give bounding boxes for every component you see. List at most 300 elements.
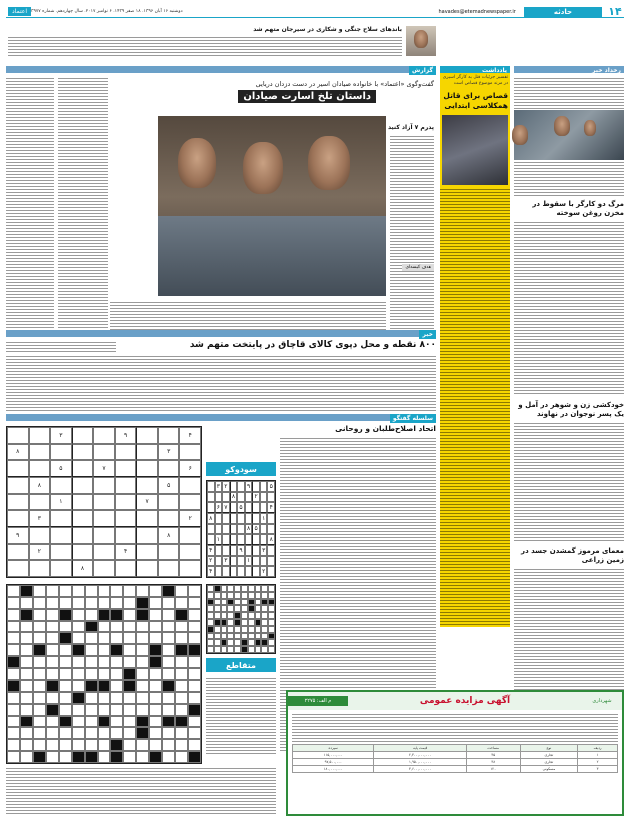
crossword-cell xyxy=(248,585,255,592)
crossword-cell xyxy=(123,632,136,644)
crossword-cell xyxy=(175,751,188,763)
crossword-cell xyxy=(149,727,162,739)
crossword-cell xyxy=(20,621,33,633)
sudoku-cell xyxy=(230,566,238,577)
crossword-cell xyxy=(123,680,136,692)
crossword-cell xyxy=(7,668,20,680)
crossword-cell xyxy=(188,668,201,680)
crossword-cell xyxy=(7,585,20,597)
crossword-cell xyxy=(72,716,85,728)
crossword-cell xyxy=(207,639,214,646)
crossword-cell xyxy=(46,632,59,644)
crossword-cell xyxy=(59,704,72,716)
sudoku-cell: ۸ xyxy=(29,477,51,494)
crossword-cell xyxy=(227,605,234,612)
crossword-cell xyxy=(248,646,255,653)
sudoku-cell xyxy=(230,545,238,556)
sudoku-cell xyxy=(267,545,275,556)
crossword-cell xyxy=(136,739,149,751)
sudoku-cell xyxy=(237,524,245,535)
crossword-cell xyxy=(149,597,162,609)
sudoku-cell: ۸ xyxy=(207,513,215,524)
sudoku-cell xyxy=(222,534,230,545)
sudoku-cell xyxy=(7,460,29,477)
sudoku-cell xyxy=(207,502,215,513)
crossword-cell xyxy=(255,592,262,599)
crossword-cell xyxy=(162,668,175,680)
sudoku-cell: ۶ xyxy=(179,460,201,477)
crossword-cell xyxy=(46,727,59,739)
sudoku-title: سودوکو xyxy=(225,464,257,474)
crossword-cell xyxy=(227,612,234,619)
crossword-cell xyxy=(188,692,201,704)
sudoku-cell xyxy=(245,492,253,503)
crossword-cell xyxy=(20,668,33,680)
crossword-cell xyxy=(85,668,98,680)
sudoku-cell xyxy=(93,427,115,444)
advert-cell: ۱,۹۵۰,۰۰۰,۰۰۰ xyxy=(374,759,466,766)
crossword-cell xyxy=(207,612,214,619)
crossword-clues xyxy=(206,676,276,756)
crossword-cell xyxy=(72,680,85,692)
crossword-cell xyxy=(33,751,46,763)
crossword-cell xyxy=(149,644,162,656)
crossword-cell xyxy=(7,751,20,763)
crossword-cell xyxy=(241,585,248,592)
crossword-cell xyxy=(162,751,175,763)
sudoku-cell xyxy=(260,534,268,545)
advert-cell: ۱ xyxy=(578,752,618,759)
crossword-cell xyxy=(188,680,201,692)
crossword-cell xyxy=(110,597,123,609)
crossword-cell xyxy=(227,626,234,633)
advert-text xyxy=(292,712,618,742)
crossword-cell xyxy=(123,716,136,728)
sudoku-cell xyxy=(115,477,137,494)
sudoku-cell xyxy=(260,492,268,503)
crossword-cell xyxy=(227,619,234,626)
crossword-cell xyxy=(59,597,72,609)
crossword-cell xyxy=(234,605,241,612)
advert-cell: ۹۷,۵۰۰,۰۰۰ xyxy=(293,759,374,766)
crossword-cell xyxy=(221,592,228,599)
crossword-clues-bottom xyxy=(6,766,276,814)
sudoku-cell xyxy=(260,502,268,513)
crossword-cell xyxy=(85,632,98,644)
crossword-cell xyxy=(85,716,98,728)
crossword-cell xyxy=(214,619,221,626)
crossword-cell xyxy=(98,609,111,621)
crossword-cell xyxy=(221,605,228,612)
sudoku-cell xyxy=(72,427,94,444)
sudoku-cell: ۸ xyxy=(7,444,29,461)
sudoku-cell xyxy=(136,510,158,527)
sudoku-cell xyxy=(179,527,201,544)
crossword-cell xyxy=(7,621,20,633)
sudoku-cell xyxy=(29,560,51,577)
crossword-cell xyxy=(33,739,46,751)
crossword-cell xyxy=(136,668,149,680)
crossword-cell xyxy=(162,716,175,728)
sudoku-cell xyxy=(222,566,230,577)
crossword-cell xyxy=(136,585,149,597)
report-tag: گزارش xyxy=(409,66,436,75)
crossword-cell xyxy=(214,646,221,653)
crossword-cell xyxy=(110,609,123,621)
crossword-cell xyxy=(207,633,214,640)
crossword-cell xyxy=(175,585,188,597)
crossword-cell xyxy=(188,609,201,621)
crossword-cell xyxy=(207,599,214,606)
sudoku-cell: ۲ xyxy=(179,510,201,527)
crossword-cell xyxy=(261,605,268,612)
advert-table xyxy=(292,744,618,773)
crossword-cell xyxy=(98,739,111,751)
feature-right-text xyxy=(390,134,434,329)
crossword-cell xyxy=(162,739,175,751)
crossword-cell xyxy=(214,626,221,633)
crossword-cell xyxy=(59,739,72,751)
crossword-cell xyxy=(234,619,241,626)
crossword-cell xyxy=(149,692,162,704)
news-column xyxy=(514,66,624,756)
sudoku-cell: ۳ xyxy=(260,545,268,556)
crossword-cell xyxy=(72,621,85,633)
crossword-cell xyxy=(175,727,188,739)
crossword-cell xyxy=(268,612,275,619)
crossword-cell xyxy=(188,621,201,633)
yellow-headline: قصاص برای قاتل همکلاسی ابتدایی xyxy=(443,91,508,110)
crossword-cell xyxy=(188,716,201,728)
crossword-cell xyxy=(33,585,46,597)
sudoku-cell xyxy=(215,492,223,503)
crossword-cell xyxy=(175,680,188,692)
crossword-cell xyxy=(149,621,162,633)
sudoku-cell xyxy=(115,444,137,461)
crossword-cell xyxy=(234,646,241,653)
masthead xyxy=(6,6,624,18)
crossword-cell xyxy=(7,680,20,692)
crossword-cell xyxy=(234,633,241,640)
crossword-cell xyxy=(85,609,98,621)
sudoku-cell xyxy=(50,560,72,577)
crossword-cell xyxy=(214,612,221,619)
crossword-cell xyxy=(72,644,85,656)
sudoku-cell xyxy=(93,494,115,511)
crossword-cell xyxy=(188,597,201,609)
crossword-cell xyxy=(110,668,123,680)
sudoku-cell xyxy=(158,427,180,444)
editorial-headline: اتحاد اصلاح‌طلبان و روحانی xyxy=(335,424,436,433)
sudoku-cell xyxy=(179,444,201,461)
sudoku-cell xyxy=(222,524,230,535)
crossword-cell xyxy=(175,739,188,751)
sudoku-cell: ۵ xyxy=(267,481,275,492)
crossword-cell xyxy=(33,609,46,621)
crossword-cell xyxy=(136,704,149,716)
page-number: ۱۴ xyxy=(608,5,622,18)
crossword-cell xyxy=(234,639,241,646)
crossword-cell xyxy=(227,633,234,640)
editorial-tag: سلسله گفتگو xyxy=(390,414,436,423)
crossword-cell xyxy=(59,644,72,656)
yellow-intro: تفسیر جزئیات قتل به کارگر اسیری در مرند موضوع قصاص است xyxy=(442,75,508,86)
sudoku-cell xyxy=(245,502,253,513)
sudoku-cell xyxy=(267,513,275,524)
section-email[interactable]: havades@etemadnewspaper.ir xyxy=(438,8,516,15)
section-label: حادثه xyxy=(524,7,602,17)
sudoku-cell: ۲ xyxy=(260,566,268,577)
advert-cell: تجاری xyxy=(520,752,577,759)
crossword-cell xyxy=(59,621,72,633)
sudoku-cell xyxy=(136,477,158,494)
crossword-cell xyxy=(110,751,123,763)
advert-cell: ۱۲۰ xyxy=(466,766,520,773)
crossword-cell xyxy=(255,619,262,626)
sudoku-cell: ۵ xyxy=(158,477,180,494)
sudoku-cell: ۲ xyxy=(29,544,51,561)
sudoku-cell xyxy=(222,492,230,503)
crossword-cell xyxy=(162,692,175,704)
crossword-cell xyxy=(123,644,136,656)
crossword-cell xyxy=(136,656,149,668)
sudoku-cell xyxy=(230,513,238,524)
crossword-cell xyxy=(59,609,72,621)
sudoku-cell xyxy=(245,534,253,545)
crossword-cell xyxy=(268,599,275,606)
yellow-column xyxy=(440,66,510,626)
advert-title: آگهی مزایده عمومی xyxy=(419,696,511,706)
crossword-cell xyxy=(255,646,262,653)
sudoku-cell xyxy=(207,481,215,492)
crossword-cell xyxy=(123,704,136,716)
crossword-cell xyxy=(72,585,85,597)
sudoku-cell xyxy=(260,556,268,567)
crossword-cell xyxy=(149,632,162,644)
crossword-cell xyxy=(221,639,228,646)
sudoku-cell: ۲ xyxy=(222,481,230,492)
crossword-cell xyxy=(227,599,234,606)
crossword-cell xyxy=(33,704,46,716)
top-story xyxy=(6,26,436,64)
crossword-cell xyxy=(241,633,248,640)
crossword-cell xyxy=(162,632,175,644)
advert-header-cell: قیمت پایه xyxy=(374,745,466,752)
crossword-cell xyxy=(188,704,201,716)
headline-mystery: معمای مرموز گمشدن جسد در زمین زراعی xyxy=(521,547,624,564)
crossword-cell xyxy=(255,605,262,612)
crossword-cell xyxy=(149,739,162,751)
sudoku-cell xyxy=(179,494,201,511)
crossword-cell xyxy=(98,704,111,716)
crossword-cell xyxy=(248,592,255,599)
crossword-cell xyxy=(234,585,241,592)
crossword-cell xyxy=(241,599,248,606)
advert-header-cell: ردیف xyxy=(578,745,618,752)
feature-sidebar-tag: هدف کیسه‌ای xyxy=(402,264,434,271)
sudoku-cell xyxy=(215,524,223,535)
sudoku-cell xyxy=(50,544,72,561)
crossword-cell xyxy=(227,592,234,599)
crossword-cell xyxy=(20,632,33,644)
crossword-cell xyxy=(20,692,33,704)
crossword-cell xyxy=(268,626,275,633)
crossword-cell xyxy=(149,668,162,680)
sudoku-cell xyxy=(267,492,275,503)
sudoku-cell xyxy=(136,460,158,477)
crossword-cell xyxy=(33,597,46,609)
crossword-cell xyxy=(85,585,98,597)
crossword-cell xyxy=(46,704,59,716)
crossword-cell xyxy=(241,639,248,646)
sudoku-cell xyxy=(7,560,29,577)
crossword-cell xyxy=(20,680,33,692)
sudoku-cell: ۳ xyxy=(215,481,223,492)
crossword-cell xyxy=(234,592,241,599)
sudoku-cell: ۲ xyxy=(252,492,260,503)
sudoku-cell xyxy=(115,527,137,544)
crossword-cell xyxy=(123,668,136,680)
sudoku-cell xyxy=(50,527,72,544)
sudoku-cell: ۱ xyxy=(215,534,223,545)
crossword-cell xyxy=(214,592,221,599)
sudoku-cell xyxy=(237,556,245,567)
workers-text xyxy=(514,220,624,395)
crossword-cell xyxy=(136,644,149,656)
crossword-cell xyxy=(136,597,149,609)
crossword-cell xyxy=(123,739,136,751)
sudoku-cell: ۹ xyxy=(245,481,253,492)
crossword-cell xyxy=(7,632,20,644)
sudoku-cell: ۳ xyxy=(29,510,51,527)
advert-header-cell: مساحت xyxy=(466,745,520,752)
sudoku-cell: ۹ xyxy=(7,527,29,544)
crossword-cell xyxy=(175,716,188,728)
crossword-cell xyxy=(72,668,85,680)
sudoku-cell: ۷ xyxy=(136,494,158,511)
crossword-cell xyxy=(123,621,136,633)
crossword-cell xyxy=(188,585,201,597)
sudoku-cell xyxy=(136,427,158,444)
sudoku-cell: ۹ xyxy=(115,427,137,444)
mid-text xyxy=(6,354,436,412)
sudoku-cell: ۳ xyxy=(158,444,180,461)
sudoku-cell: ۸ xyxy=(230,492,238,503)
top-story-kicker: باندهای سلاح جنگی و شکاری در سیرجان متهم شد xyxy=(253,26,402,33)
crossword-cell xyxy=(248,626,255,633)
crossword-cell xyxy=(33,656,46,668)
crossword-cell xyxy=(123,585,136,597)
sudoku-cell xyxy=(72,477,94,494)
crossword-cell xyxy=(110,704,123,716)
news-tag: رخداد خبر xyxy=(514,66,624,73)
crossword-cell xyxy=(241,592,248,599)
sudoku-cell xyxy=(215,545,223,556)
crossword-cell xyxy=(46,739,59,751)
sudoku-cell: ۳ xyxy=(222,556,230,567)
crossword-cell xyxy=(98,656,111,668)
crossword-cell xyxy=(46,716,59,728)
crossword-cell xyxy=(162,680,175,692)
crossword-cell xyxy=(149,751,162,763)
sudoku-cell xyxy=(230,502,238,513)
crossword-cell xyxy=(188,656,201,668)
sudoku-cell xyxy=(29,427,51,444)
sudoku-cell: ۳ xyxy=(50,427,72,444)
sudoku-cell: ۴ xyxy=(179,427,201,444)
crossword-cell xyxy=(207,592,214,599)
crossword-cell xyxy=(59,727,72,739)
crossword-cell xyxy=(7,716,20,728)
crossword-cell xyxy=(85,739,98,751)
crossword-cell xyxy=(241,646,248,653)
crossword-cell xyxy=(207,619,214,626)
crossword-cell xyxy=(72,751,85,763)
sudoku-cell xyxy=(158,494,180,511)
crossword-cell xyxy=(110,716,123,728)
crossword-cell xyxy=(214,585,221,592)
feature-left-text-2 xyxy=(58,76,108,331)
sudoku-cell xyxy=(115,494,137,511)
sudoku-cell xyxy=(72,510,94,527)
crossword-cell xyxy=(261,612,268,619)
sudoku-cell: ۱ xyxy=(50,494,72,511)
crossword-cell xyxy=(221,619,228,626)
crossword-grid-small xyxy=(206,584,276,654)
crossword-cell xyxy=(241,605,248,612)
crossword-cell xyxy=(255,639,262,646)
sudoku-cell xyxy=(215,566,223,577)
crossword-cell xyxy=(162,609,175,621)
sudoku-cell: ۷ xyxy=(93,460,115,477)
advert-header-cell: سپرده xyxy=(293,745,374,752)
crossword-cell xyxy=(261,646,268,653)
feature-photo xyxy=(158,116,386,296)
advert-cell: ۴۵ xyxy=(466,752,520,759)
crossword-cell xyxy=(98,668,111,680)
crossword-cell xyxy=(7,656,20,668)
crossword-cell xyxy=(261,639,268,646)
crossword-cell xyxy=(261,599,268,606)
crossword-cell xyxy=(85,656,98,668)
crossword-cell xyxy=(59,585,72,597)
crossword-cell xyxy=(248,605,255,612)
crossword-cell xyxy=(110,739,123,751)
crossword-cell xyxy=(20,644,33,656)
crossword-cell xyxy=(85,621,98,633)
crossword-cell xyxy=(7,597,20,609)
crossword-cell xyxy=(46,585,59,597)
sudoku-cell xyxy=(115,560,137,577)
sudoku-cell: ۸ xyxy=(72,560,94,577)
crossword-cell xyxy=(46,621,59,633)
sudoku-cell xyxy=(7,510,29,527)
crossword-cell xyxy=(33,680,46,692)
crossword-cell xyxy=(98,632,111,644)
crossword-cell xyxy=(268,592,275,599)
crossword-cell xyxy=(221,626,228,633)
crossword-cell xyxy=(149,585,162,597)
crossword-cell xyxy=(46,668,59,680)
crossword-cell xyxy=(248,633,255,640)
crossword-cell xyxy=(20,739,33,751)
advert-org: شهرداری xyxy=(592,698,612,704)
advert-header-cell: نوع xyxy=(520,745,577,752)
crossword-cell xyxy=(136,727,149,739)
crossword-cell xyxy=(188,632,201,644)
sudoku-cell xyxy=(136,527,158,544)
sudoku-title-bar xyxy=(206,462,276,476)
